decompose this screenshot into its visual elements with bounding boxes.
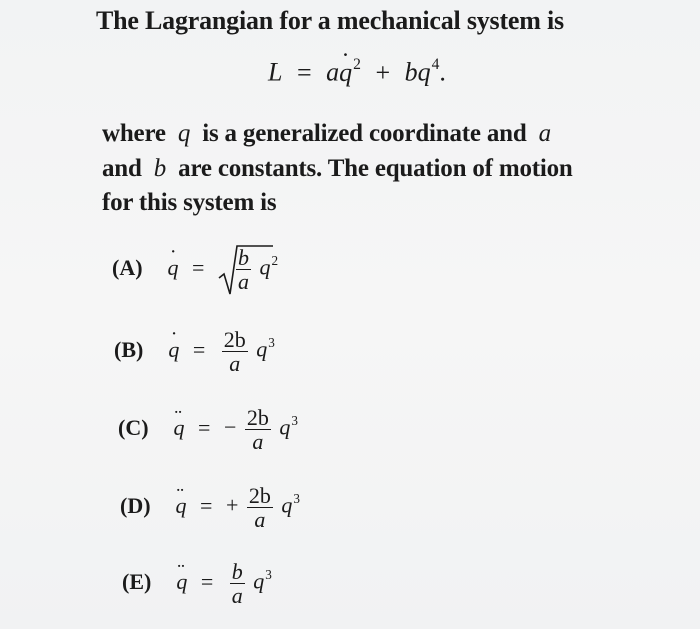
body-b-variable: b [153, 155, 167, 182]
equation-period: . [439, 57, 446, 87]
option-b-lhs: q ˙ [168, 337, 179, 363]
option-d-sign: + [225, 492, 239, 518]
option-b-numerator: 2b [223, 327, 246, 352]
option-a-numerator: b [237, 245, 249, 270]
option-e [122, 560, 272, 607]
option-e-numerator: b [231, 559, 243, 584]
body-constants: are constants. The equation of motion [178, 155, 573, 182]
option-a-denominator: a [237, 269, 249, 295]
term1-variable: q ˙ [339, 58, 352, 88]
option-a-power-var: q [259, 254, 271, 280]
option-e-denominator: a [231, 583, 243, 609]
option-e-power-var: q [253, 568, 265, 594]
option-e-exponent: 3 [265, 566, 272, 582]
body-line-3: for this system is [102, 189, 277, 216]
term1-coefficient: a [326, 57, 340, 87]
option-a-equals: = [192, 254, 205, 280]
option-d-equals: = [200, 492, 213, 518]
option-d-denominator: a [254, 507, 266, 533]
option-c-lhs: q ¨ [174, 415, 185, 441]
term2-variable: q [417, 57, 431, 87]
body-q-variable: q [177, 120, 191, 147]
option-c-exponent: 3 [291, 412, 298, 428]
plus-sign: + [375, 57, 391, 87]
option-a-sqrt [218, 246, 254, 293]
option-b-label: (B) [114, 336, 144, 362]
option-e-fraction [230, 560, 245, 607]
option-a-exponent: 2 [271, 252, 279, 268]
lagrangian-lhs: L [268, 57, 283, 87]
body-a-variable: a [538, 120, 551, 147]
option-c-sign: − [223, 414, 237, 440]
option-e-equals: = [200, 568, 214, 594]
option-c-fraction [245, 406, 271, 453]
option-b-exponent: 3 [268, 334, 275, 350]
body-line-1 [102, 120, 551, 148]
option-d-numerator: 2b [248, 483, 271, 508]
body-generalized: is a generalized coordinate and [202, 120, 527, 147]
term2-exponent: 4 [431, 56, 440, 73]
equals-sign: = [296, 57, 312, 87]
term1-exponent: 2 [353, 56, 361, 73]
option-c-denominator: a [252, 429, 264, 455]
option-d [120, 484, 300, 531]
option-b [114, 328, 275, 375]
option-d-label: (D) [120, 492, 151, 518]
option-d-power-var: q [281, 492, 293, 518]
option-a-label: (A) [112, 254, 143, 280]
option-d-lhs: q ¨ [176, 493, 187, 519]
intro-text: The Lagrangian for a mechanical system is [96, 6, 564, 35]
option-d-fraction [247, 484, 273, 531]
option-c [118, 406, 298, 453]
option-d-exponent: 3 [293, 490, 300, 506]
radical-sign-icon [218, 242, 274, 300]
option-c-equals: = [198, 414, 211, 440]
option-b-fraction [222, 328, 248, 375]
option-e-lhs: q ¨ [176, 569, 187, 595]
body-and: and [102, 155, 142, 182]
body-line-2 [102, 155, 573, 183]
option-e-label: (E) [122, 568, 152, 594]
option-b-power-var: q [256, 336, 268, 362]
option-c-power-var: q [279, 414, 291, 440]
option-c-numerator: 2b [246, 405, 269, 430]
term2-coefficient: b [404, 57, 418, 87]
option-b-denominator: a [229, 351, 241, 377]
option-a [112, 246, 278, 293]
option-c-label: (C) [118, 414, 149, 440]
option-a-lhs: q ˙ [168, 255, 179, 281]
option-b-equals: = [192, 336, 206, 362]
lagrangian-equation [268, 56, 446, 88]
body-where: where [102, 120, 166, 147]
